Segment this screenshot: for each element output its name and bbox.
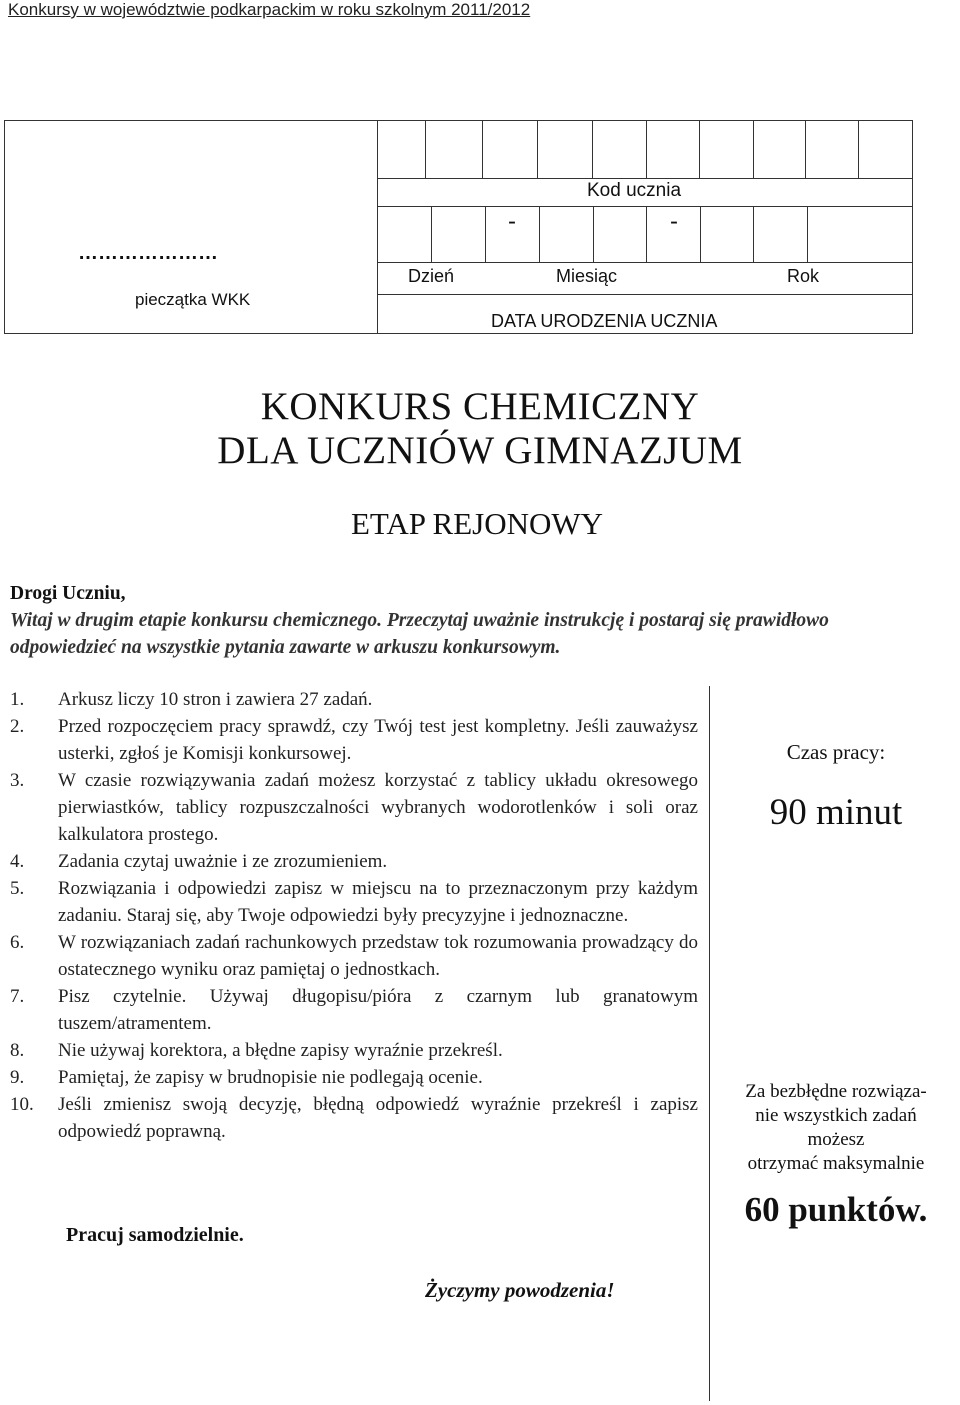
points-text-line: nie wszystkich zadań xyxy=(755,1105,917,1126)
points-text-line: otrzymać maksymalnie xyxy=(747,1153,925,1174)
instructions-list xyxy=(10,686,698,1145)
student-code-label: Kod ucznia xyxy=(587,180,682,201)
instruction-number: 6. xyxy=(10,932,25,953)
sidebar xyxy=(712,740,960,834)
instruction-number: 2. xyxy=(10,716,25,737)
greeting: Drogi Uczniu, xyxy=(10,583,126,604)
student-code-boxes[interactable] xyxy=(377,120,911,178)
instruction-text: Nie używaj korektora, a błędne zapisy wyraźnie przekreśl. xyxy=(58,1040,503,1061)
stamp-dots: ………………… xyxy=(78,242,218,264)
instruction-text: Przed rozpoczęciem pracy sprawdź, czy Twój test jest kompletny. Jeśli zauważysz usterki, zgłoś je Komisji konkursowej. xyxy=(58,716,698,764)
good-luck-note: Życzymy powodzenia! xyxy=(425,1278,615,1302)
work-alone-note: Pracuj samodzielnie. xyxy=(66,1224,244,1246)
instruction-number: 9. xyxy=(10,1067,25,1088)
document-header: Konkursy w województwie podkarpackim w roku szkolnym 2011/2012 xyxy=(8,0,531,19)
year-label: Rok xyxy=(787,266,820,286)
instruction-number: 5. xyxy=(10,878,25,899)
instruction-text: Arkusz liczy 10 stron i zawiera 27 zadań. xyxy=(58,689,373,710)
time-value: 90 minut xyxy=(769,792,903,833)
welcome-text: Witaj w drugim etapie konkursu chemicznego. Przeczytaj uważnie instrukcję i postaraj się prawidłowo odpowiedzieć na wszystkie pytania zawarte w arkuszu konkursowym. xyxy=(10,610,829,658)
points-value: 60 punktów. xyxy=(744,1190,928,1229)
month-label: Miesiąc xyxy=(556,266,618,286)
instruction-number: 7. xyxy=(10,986,25,1007)
instruction-item xyxy=(10,848,698,875)
instruction-item xyxy=(10,767,698,848)
instruction-item xyxy=(10,875,698,929)
birth-date-boxes[interactable] xyxy=(377,206,911,262)
instruction-item xyxy=(10,983,698,1037)
instruction-text: W czasie rozwiązywania zadań możesz korzystać z tablicy układu okresowego pierwiastków, tablicy rozpuszczalności wybranych wodorotlenków i soli oraz kalkulatora prostego. xyxy=(58,770,698,845)
instruction-item xyxy=(10,1037,698,1064)
page-title-line-2: DLA UCZNIÓW GIMNAZJUM xyxy=(217,429,743,472)
date-separator: - xyxy=(670,208,678,235)
instruction-number: 8. xyxy=(10,1040,25,1061)
sidebar-divider xyxy=(709,686,710,1401)
instruction-item xyxy=(10,1091,698,1145)
date-separator: - xyxy=(508,208,516,235)
instruction-item xyxy=(10,929,698,983)
birth-date-caption: DATA URODZENIA UCZNIA xyxy=(491,311,718,331)
instruction-text: Rozwiązania i odpowiedzi zapisz w miejscu na to przeznaczonym przy każdym zadaniu. Staraj się, aby Twoje odpowiedzi były precyzyjne i jednoznaczne. xyxy=(58,878,698,926)
instruction-text: Pisz czytelnie. Używaj długopisu/pióra z czarnym lub granatowym tuszem/atramentem. xyxy=(58,986,698,1034)
page-title: KONKURS CHEMICZNY xyxy=(260,385,700,428)
instruction-number: 4. xyxy=(10,851,25,872)
instruction-item xyxy=(10,1064,698,1091)
instruction-number: 1. xyxy=(10,689,25,710)
time-label: Czas pracy: xyxy=(786,740,886,764)
instruction-text: Pamiętaj, że zapisy w brudnopisie nie podlegają ocenie. xyxy=(58,1067,483,1088)
points-text-line: Za bezbłędne rozwiąza- xyxy=(745,1081,927,1102)
stage-title: ETAP REJONOWY xyxy=(350,506,604,541)
day-label: Dzień xyxy=(408,266,455,286)
instruction-text: Jeśli zmienisz swoją decyzję, błędną odpowiedź wyraźnie przekreśl i zapisz odpowiedź poprawną. xyxy=(58,1094,698,1142)
points-info xyxy=(712,1080,960,1230)
instruction-item xyxy=(10,686,698,713)
stamp-label: pieczątka WKK xyxy=(135,290,251,309)
instruction-item xyxy=(10,713,698,767)
points-text-line: możesz xyxy=(807,1129,865,1150)
instruction-text: W rozwiązaniach zadań rachunkowych przedstaw tok rozumowania prowadzący do ostatecznego wyniku oraz pamiętaj o jednostkach. xyxy=(58,932,698,980)
instruction-number: 10. xyxy=(10,1094,34,1115)
instruction-number: 3. xyxy=(10,770,25,791)
instruction-text: Zadania czytaj uważnie i ze zrozumieniem. xyxy=(58,851,388,872)
